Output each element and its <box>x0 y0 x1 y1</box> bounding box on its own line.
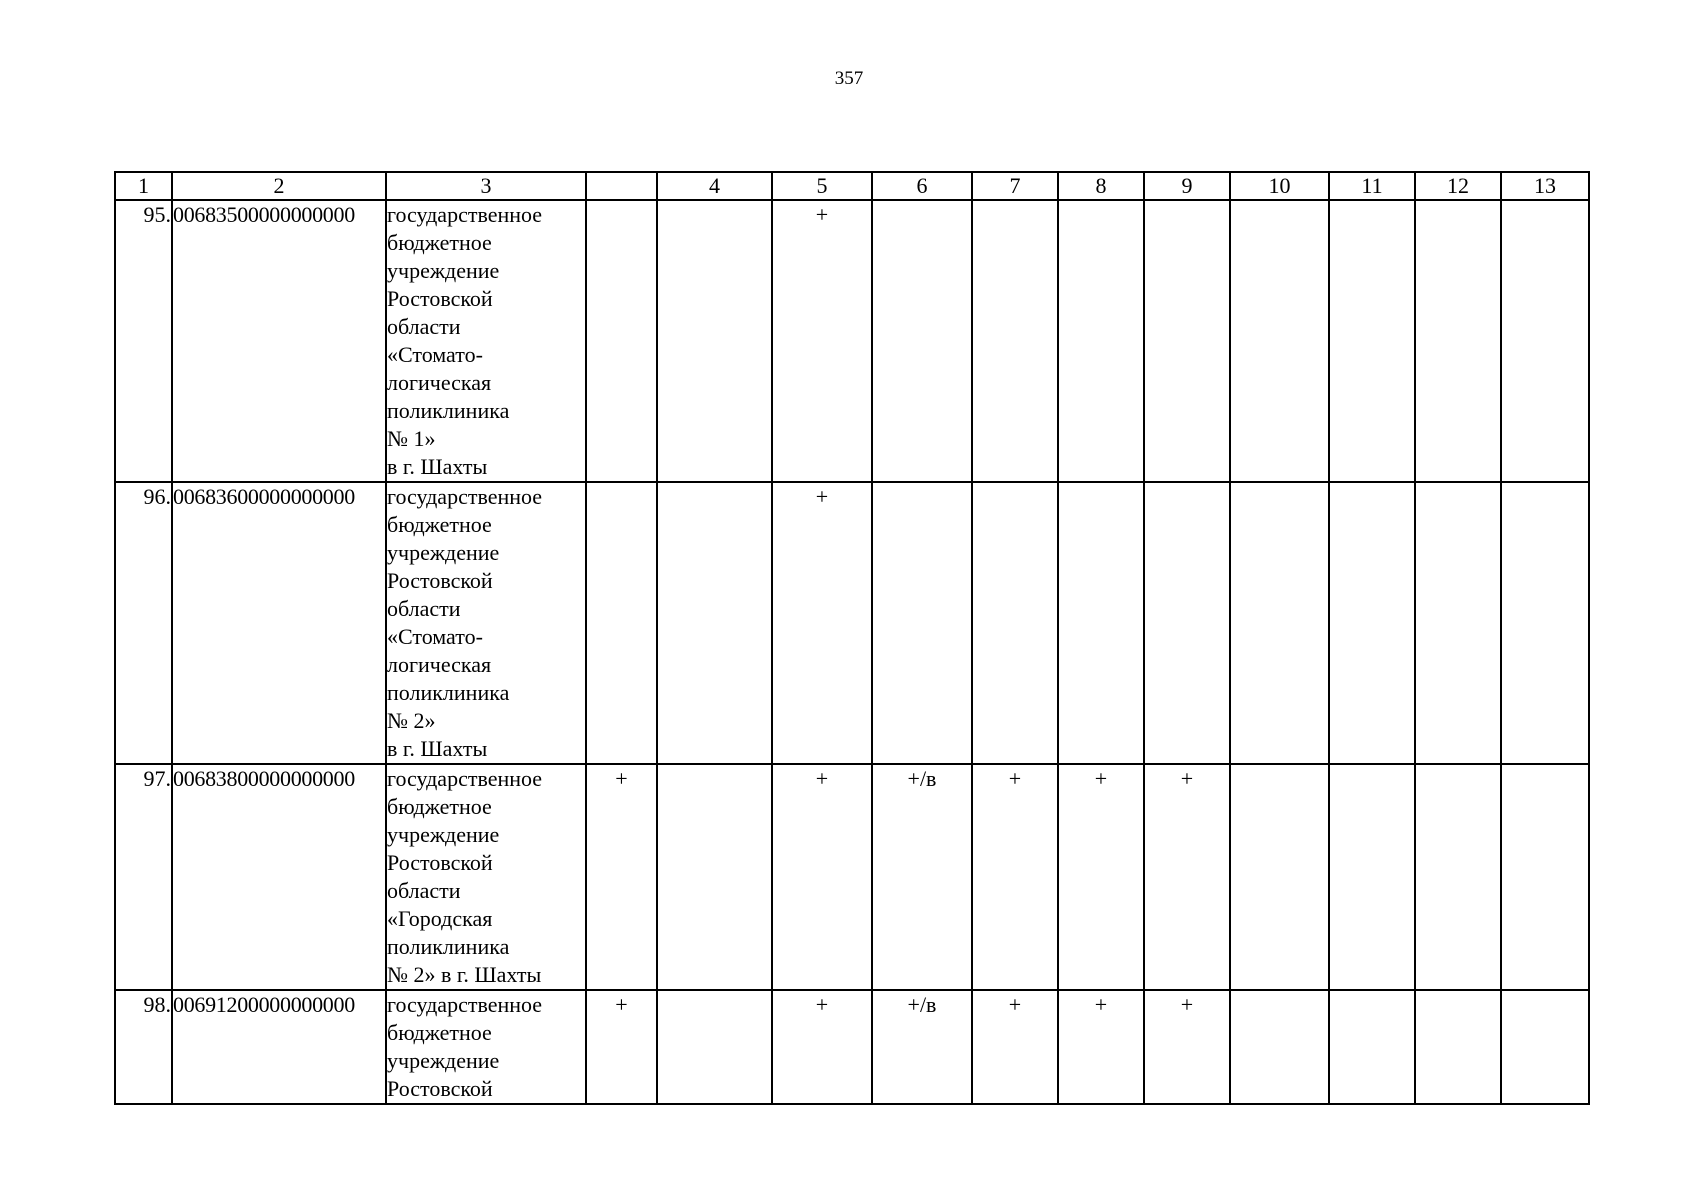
organization-name-line: Ростовской <box>387 1076 493 1101</box>
organization-name-line: «Стомато- <box>387 624 483 649</box>
mark-cell <box>1144 200 1230 482</box>
organization-name-line: государственное <box>387 202 543 227</box>
organization-name-line: логическая <box>387 652 492 677</box>
organization-name-line: бюджетное <box>387 794 492 819</box>
organization-name-line: поликлиника <box>387 398 510 423</box>
column-header: 1 <box>115 172 172 200</box>
mark-cell <box>1329 482 1415 764</box>
mark-cell <box>1501 764 1589 990</box>
mark-cell <box>972 482 1058 764</box>
page-number: 357 <box>834 68 864 89</box>
mark-cell <box>586 200 657 482</box>
organization-name-line: бюджетное <box>387 512 492 537</box>
mark-cell: + <box>772 990 872 1104</box>
mark-cell <box>657 990 772 1104</box>
organization-name <box>386 200 586 482</box>
mark-cell <box>657 482 772 764</box>
mark-cell <box>1415 482 1501 764</box>
mark-cell: + <box>772 200 872 482</box>
mark-cell <box>1329 990 1415 1104</box>
mark-cell: + <box>1144 764 1230 990</box>
organization-name-line: поликлиника <box>387 680 510 705</box>
organization-code: 00683500000000000 <box>172 200 386 482</box>
mark-cell <box>657 764 772 990</box>
organization-name <box>386 990 586 1104</box>
column-header: 11 <box>1329 172 1415 200</box>
mark-cell <box>1415 764 1501 990</box>
organization-name-line: логическая <box>387 370 492 395</box>
mark-cell: + <box>772 482 872 764</box>
organization-name-line: учреждение <box>387 258 500 283</box>
mark-cell: + <box>1144 990 1230 1104</box>
column-header <box>586 172 657 200</box>
table-row <box>115 482 1589 764</box>
mark-cell <box>872 200 972 482</box>
mark-cell <box>1230 200 1329 482</box>
mark-cell: + <box>1058 764 1144 990</box>
column-header: 5 <box>772 172 872 200</box>
organization-name-line: Ростовской <box>387 850 493 875</box>
organization-name-line: государственное <box>387 992 543 1017</box>
mark-cell <box>1501 200 1589 482</box>
organization-name-line: «Городская <box>387 906 493 931</box>
mark-cell <box>1329 764 1415 990</box>
mark-cell <box>1230 990 1329 1104</box>
organization-name-line: бюджетное <box>387 1020 492 1045</box>
header-row <box>115 172 1589 200</box>
organization-code: 00683600000000000 <box>172 482 386 764</box>
table-row <box>115 200 1589 482</box>
mark-cell: +/в <box>872 764 972 990</box>
organization-code: 00683800000000000 <box>172 764 386 990</box>
organization-name-line: Ростовской <box>387 286 493 311</box>
organization-name-line: № 1» <box>387 426 436 451</box>
row-number: 95. <box>115 200 172 482</box>
column-header: 3 <box>386 172 586 200</box>
organization-name-line: учреждение <box>387 540 500 565</box>
table-row <box>115 990 1589 1104</box>
mark-cell: + <box>972 764 1058 990</box>
mark-cell <box>1501 990 1589 1104</box>
mark-cell <box>1058 482 1144 764</box>
mark-cell: + <box>586 764 657 990</box>
mark-cell <box>1415 200 1501 482</box>
organization-code: 00691200000000000 <box>172 990 386 1104</box>
column-header: 12 <box>1415 172 1501 200</box>
row-number: 98. <box>115 990 172 1104</box>
organization-name-line: учреждение <box>387 1048 500 1073</box>
organization-name-line: «Стомато- <box>387 342 483 367</box>
mark-cell: + <box>772 764 872 990</box>
mark-cell: + <box>972 990 1058 1104</box>
organization-name-line: № 2» в г. Шахты <box>387 962 542 987</box>
column-header: 2 <box>172 172 386 200</box>
organization-name-line: в г. Шахты <box>387 736 488 761</box>
mark-cell <box>972 200 1058 482</box>
mark-cell: + <box>1058 990 1144 1104</box>
column-header: 4 <box>657 172 772 200</box>
organization-name-line: области <box>387 878 461 903</box>
organization-name-line: государственное <box>387 766 543 791</box>
row-number: 97. <box>115 764 172 990</box>
organization-name-line: в г. Шахты <box>387 454 488 479</box>
mark-cell <box>1230 764 1329 990</box>
mark-cell: +/в <box>872 990 972 1104</box>
mark-cell <box>586 482 657 764</box>
organization-name-line: государственное <box>387 484 543 509</box>
mark-cell <box>657 200 772 482</box>
organization-name-line: бюджетное <box>387 230 492 255</box>
column-header: 13 <box>1501 172 1589 200</box>
column-header: 9 <box>1144 172 1230 200</box>
registry-table <box>114 171 1590 1105</box>
organization-name <box>386 482 586 764</box>
mark-cell <box>872 482 972 764</box>
mark-cell <box>1415 990 1501 1104</box>
column-header: 8 <box>1058 172 1144 200</box>
mark-cell <box>1501 482 1589 764</box>
organization-name-line: области <box>387 596 461 621</box>
organization-name-line: учреждение <box>387 822 500 847</box>
organization-name-line: № 2» <box>387 708 436 733</box>
row-number: 96. <box>115 482 172 764</box>
table-row <box>115 764 1589 990</box>
mark-cell <box>1230 482 1329 764</box>
organization-name-line: поликлиника <box>387 934 510 959</box>
column-header: 7 <box>972 172 1058 200</box>
organization-name-line: области <box>387 314 461 339</box>
mark-cell <box>1329 200 1415 482</box>
column-header: 6 <box>872 172 972 200</box>
table-body <box>115 200 1589 1104</box>
organization-name <box>386 764 586 990</box>
column-header: 10 <box>1230 172 1329 200</box>
mark-cell <box>1144 482 1230 764</box>
mark-cell: + <box>586 990 657 1104</box>
organization-name-line: Ростовской <box>387 568 493 593</box>
mark-cell <box>1058 200 1144 482</box>
